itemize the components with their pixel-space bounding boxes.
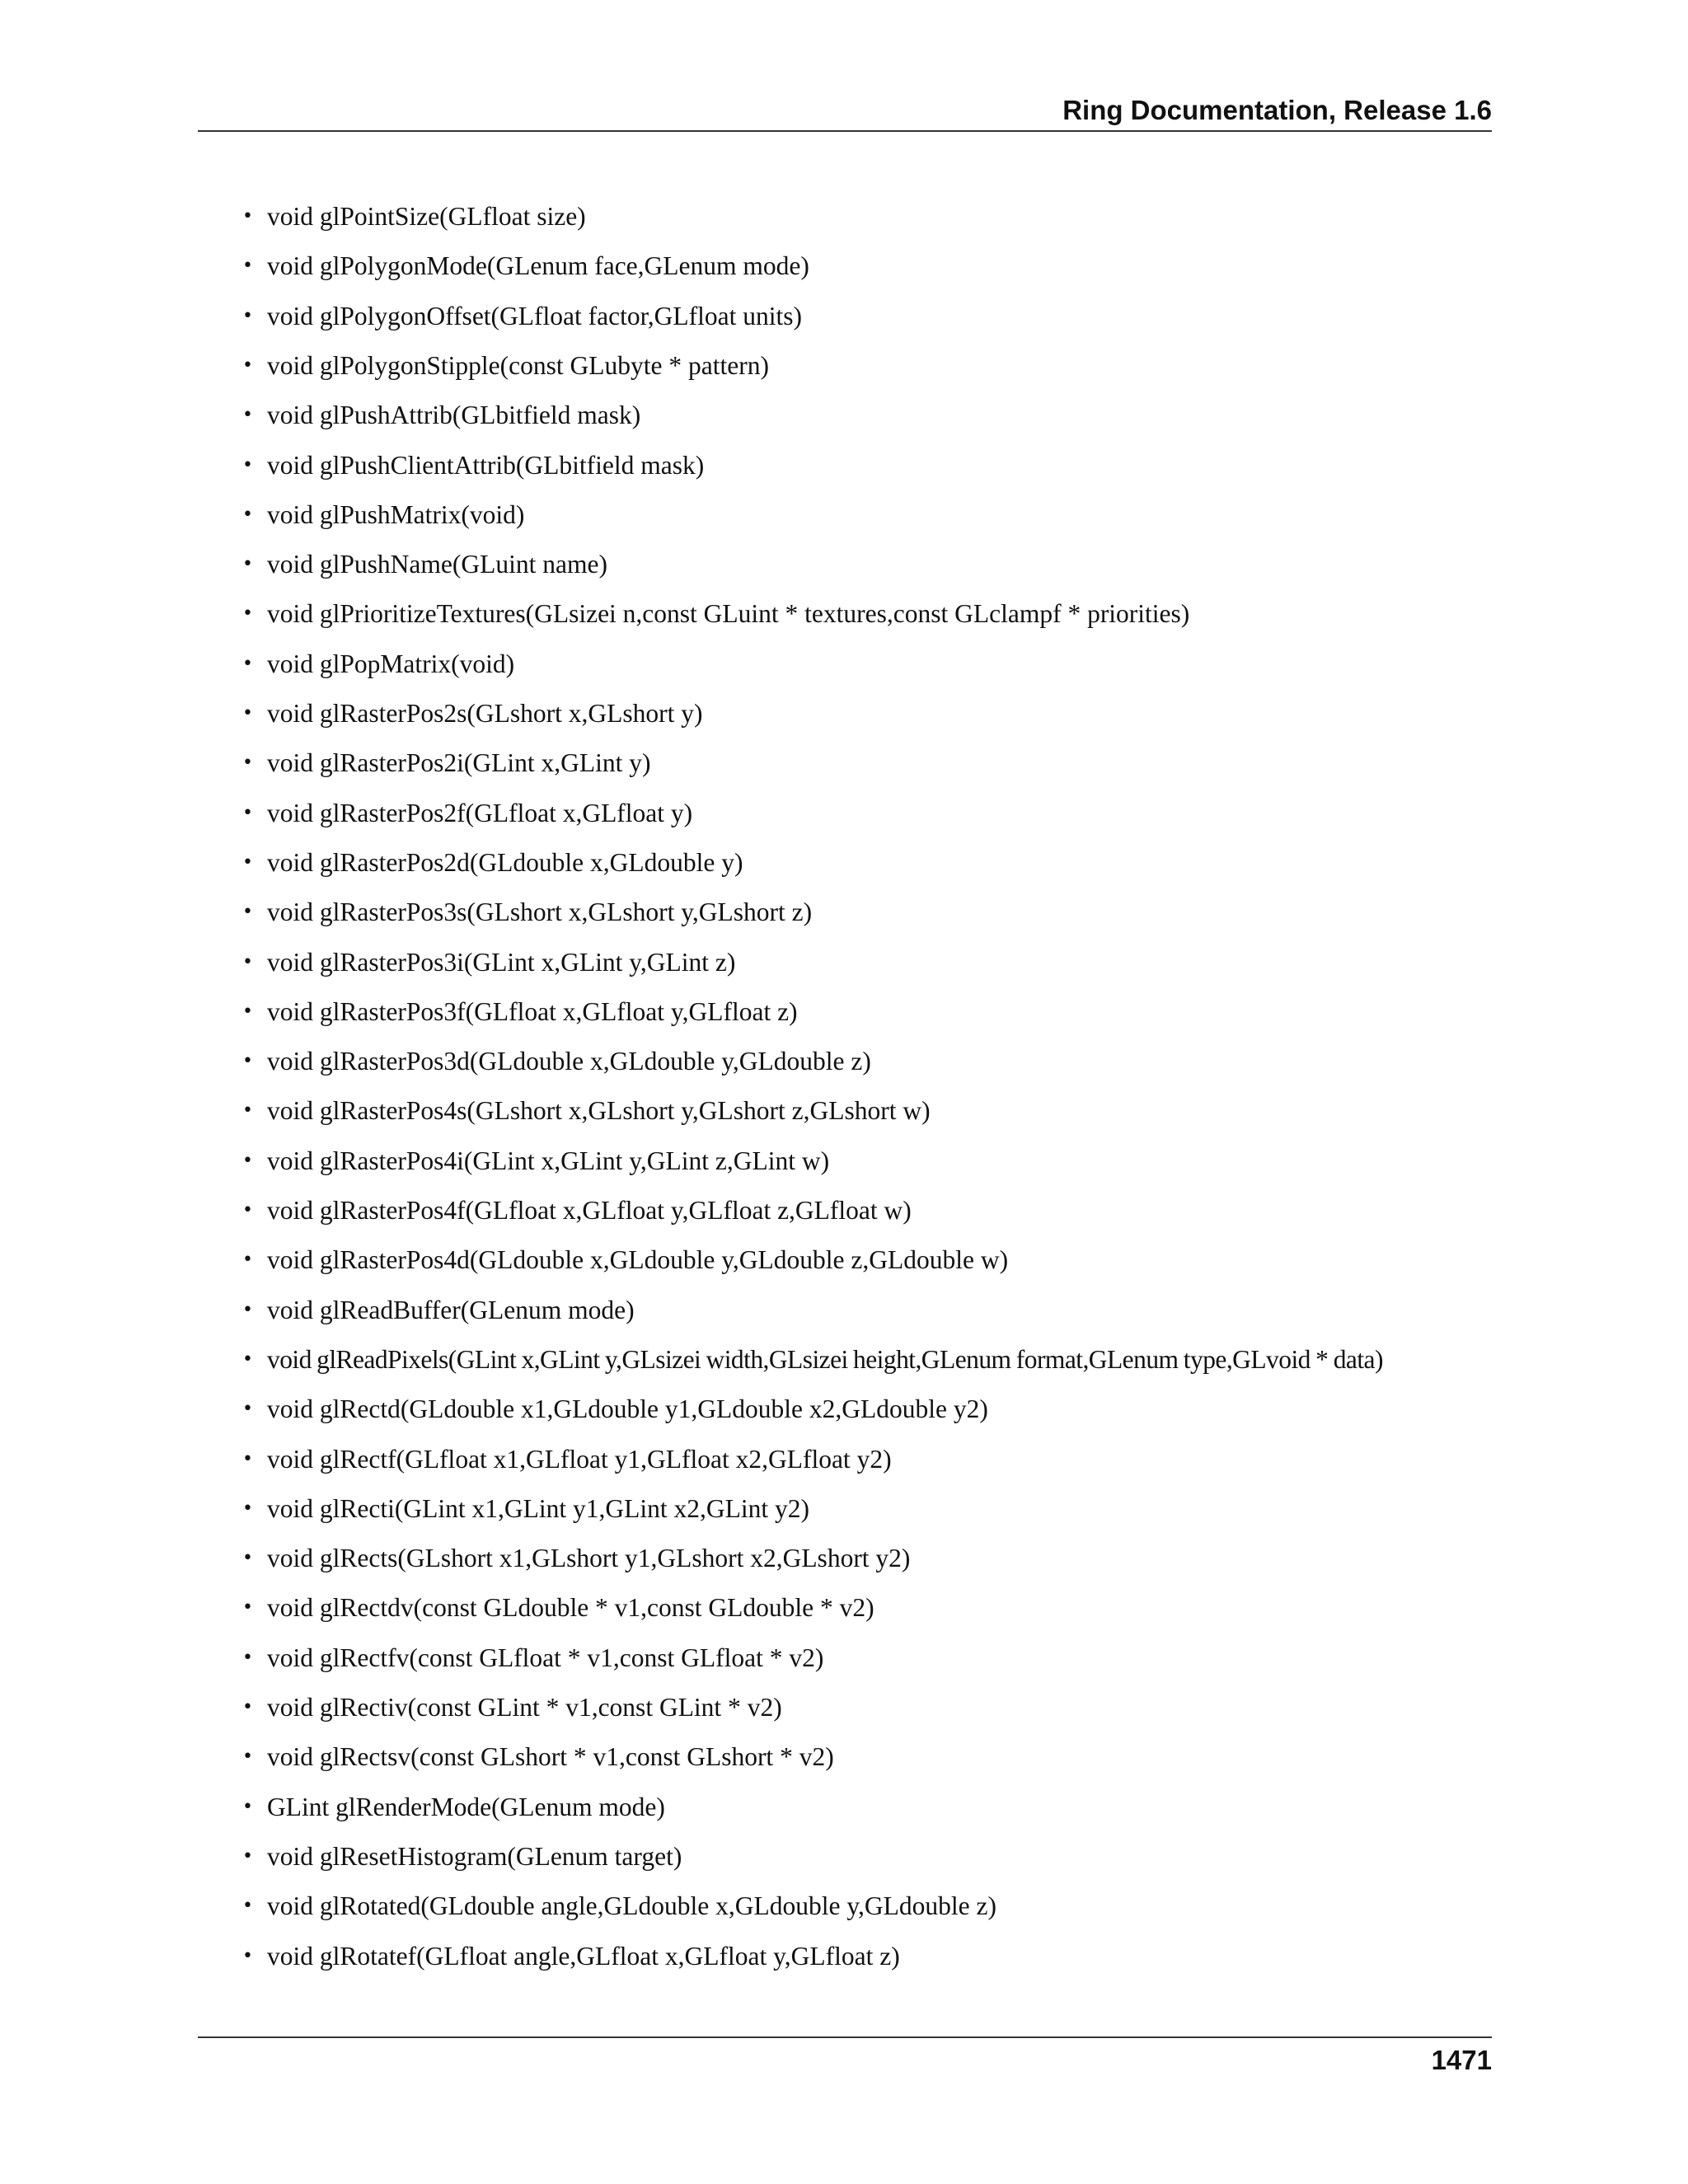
bullet-icon: • bbox=[242, 1896, 253, 1917]
bullet-icon: • bbox=[242, 653, 253, 674]
function-signature: void glRasterPos2i(GLint x,GLint y) bbox=[267, 748, 651, 778]
bullet-icon: • bbox=[242, 951, 253, 972]
bullet-icon: • bbox=[242, 1647, 253, 1668]
function-signature: void glRasterPos4s(GLshort x,GLshort y,GLshort z,GLshort w) bbox=[267, 1096, 931, 1126]
bullet-icon: • bbox=[242, 1497, 253, 1519]
bullet-icon: • bbox=[242, 1399, 253, 1420]
function-signature: void glRotated(GLdouble angle,GLdouble x,GLdouble y,GLdouble z) bbox=[267, 1891, 996, 1921]
bullet-icon: • bbox=[242, 1448, 253, 1469]
function-signature: void glRasterPos2s(GLshort x,GLshort y) bbox=[267, 699, 703, 728]
bullet-icon: • bbox=[242, 1200, 253, 1221]
bullet-icon: • bbox=[242, 603, 253, 625]
function-signature: void glRasterPos4i(GLint x,GLint y,GLint z,GLint w) bbox=[267, 1146, 830, 1175]
bullet-icon: • bbox=[242, 1597, 253, 1619]
bullet-icon: • bbox=[242, 206, 253, 227]
bullet-icon: • bbox=[242, 454, 253, 476]
function-signature: void glRasterPos4f(GLfloat x,GLfloat y,GLfloat z,GLfloat w) bbox=[267, 1196, 912, 1225]
bullet-icon: • bbox=[242, 703, 253, 724]
function-signature: void glResetHistogram(GLenum target) bbox=[267, 1841, 682, 1871]
bullet-icon: • bbox=[242, 1548, 253, 1569]
function-signature: void glRectiv(const GLint * v1,const GLint * v2) bbox=[267, 1693, 782, 1722]
bullet-icon: • bbox=[242, 554, 253, 575]
function-signature: void glRectsv(const GLshort * v1,const GLshort * v2) bbox=[267, 1742, 834, 1772]
function-signature: void glRasterPos3d(GLdouble x,GLdouble y,GLdouble z) bbox=[267, 1047, 871, 1076]
function-signature: void glRasterPos3s(GLshort x,GLshort y,GLshort z) bbox=[267, 898, 813, 927]
function-signature: void glReadPixels(GLint x,GLint y,GLsizei width,GLsizei height,GLenum format,GLenum type,GLvoid * data) bbox=[267, 1344, 1383, 1374]
function-signature: void glRasterPos4d(GLdouble x,GLdouble y,GLdouble z,GLdouble w) bbox=[267, 1245, 1009, 1275]
bullet-icon: • bbox=[242, 752, 253, 774]
bullet-icon: • bbox=[242, 1697, 253, 1718]
function-signature: void glPushAttrib(GLbitfield mask) bbox=[267, 401, 641, 430]
bullet-icon: • bbox=[242, 504, 253, 525]
function-signature: void glPushMatrix(void) bbox=[267, 499, 525, 529]
page-number: 1471 bbox=[1431, 2045, 1492, 2075]
function-signature: void glPolygonOffset(GLfloat factor,GLfloat units) bbox=[267, 301, 803, 330]
bullet-icon: • bbox=[242, 1100, 253, 1122]
function-signature: void glRasterPos2d(GLdouble x,GLdouble y) bbox=[267, 847, 743, 877]
bullet-icon: • bbox=[242, 1001, 253, 1022]
bullet-icon: • bbox=[242, 305, 253, 326]
bullet-icon: • bbox=[242, 1249, 253, 1271]
function-signature: void glRects(GLshort x1,GLshort y1,GLshort x2,GLshort y2) bbox=[267, 1544, 911, 1573]
function-signature: void glPolygonMode(GLenum face,GLenum mode) bbox=[267, 251, 809, 281]
function-signature: void glReadBuffer(GLenum mode) bbox=[267, 1295, 635, 1324]
document-title: Ring Documentation, Release 1.6 bbox=[1062, 95, 1492, 125]
function-signature: void glRasterPos3f(GLfloat x,GLfloat y,GLfloat z) bbox=[267, 996, 798, 1026]
function-signature: GLint glRenderMode(GLenum mode) bbox=[267, 1792, 665, 1821]
function-signature: void glRasterPos2f(GLfloat x,GLfloat y) bbox=[267, 798, 693, 827]
function-signature: void glRectdv(const GLdouble * v1,const GLdouble * v2) bbox=[267, 1593, 874, 1623]
bullet-icon: • bbox=[242, 1746, 253, 1768]
function-signature: void glPointSize(GLfloat size) bbox=[267, 202, 586, 231]
bullet-icon: • bbox=[242, 1348, 253, 1370]
bullet-icon: • bbox=[242, 255, 253, 277]
function-signature: void glPushClientAttrib(GLbitfield mask) bbox=[267, 450, 705, 480]
bullet-icon: • bbox=[242, 1845, 253, 1867]
bullet-icon: • bbox=[242, 851, 253, 873]
bullet-icon: • bbox=[242, 405, 253, 426]
function-signature: void glPushName(GLuint name) bbox=[267, 550, 607, 579]
function-signature: void glPrioritizeTextures(GLsizei n,const GLuint * textures,const GLclampf * priorities) bbox=[267, 599, 1190, 629]
function-signature: void glRectfv(const GLfloat * v1,const GLfloat * v2) bbox=[267, 1643, 824, 1672]
bullet-icon: • bbox=[242, 902, 253, 923]
bullet-icon: • bbox=[242, 1299, 253, 1320]
function-signature: void glRecti(GLint x1,GLint y1,GLint x2,GLint y2) bbox=[267, 1493, 809, 1523]
footer-divider bbox=[198, 2036, 1492, 2038]
bullet-icon: • bbox=[242, 1945, 253, 1966]
function-signature: void glRectf(GLfloat x1,GLfloat y1,GLfloat x2,GLfloat y2) bbox=[267, 1444, 892, 1474]
function-signature: void glPolygonStipple(const GLubyte * pattern) bbox=[267, 350, 769, 380]
bullet-icon: • bbox=[242, 354, 253, 376]
bullet-icon: • bbox=[242, 802, 253, 823]
function-signature: void glPopMatrix(void) bbox=[267, 649, 515, 678]
bullet-icon: • bbox=[242, 1796, 253, 1817]
bullet-icon: • bbox=[242, 1051, 253, 1072]
bullet-icon: • bbox=[242, 1150, 253, 1171]
function-signature: void glRasterPos3i(GLint x,GLint y,GLint z) bbox=[267, 947, 736, 977]
function-signature: void glRotatef(GLfloat angle,GLfloat x,GLfloat y,GLfloat z) bbox=[267, 1941, 900, 1971]
function-signature: void glRectd(GLdouble x1,GLdouble y1,GLdouble x2,GLdouble y2) bbox=[267, 1394, 988, 1424]
